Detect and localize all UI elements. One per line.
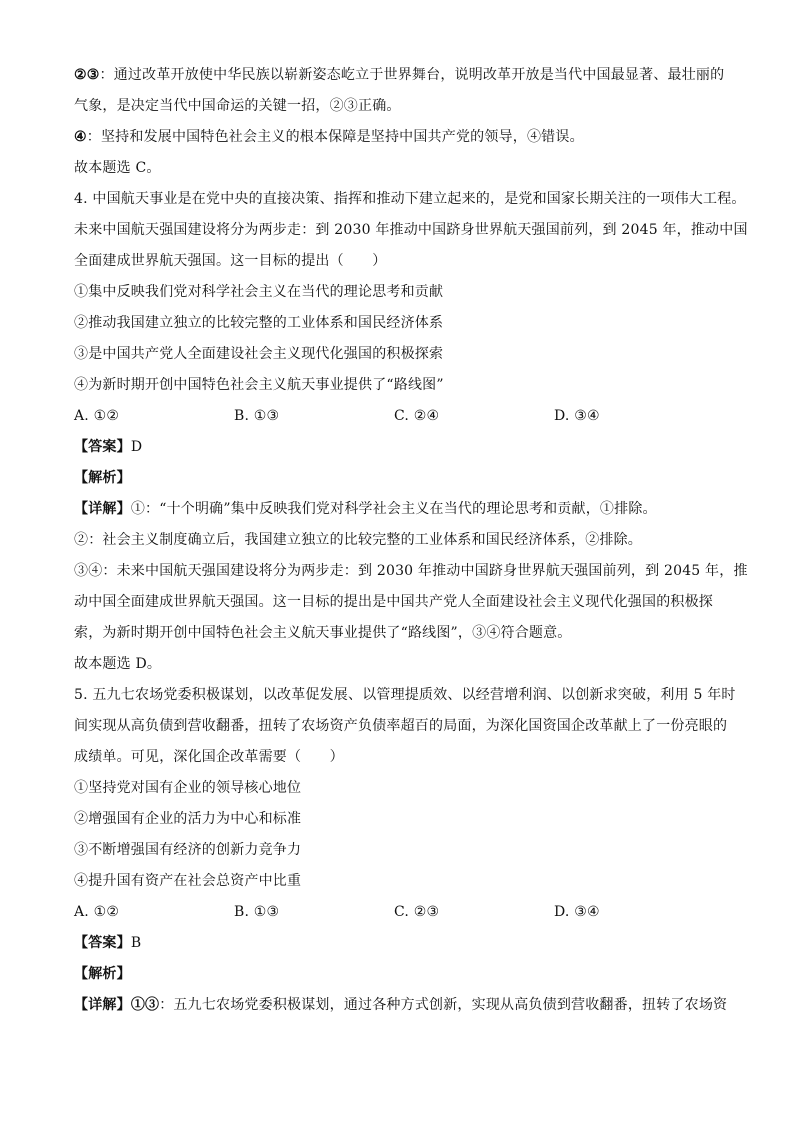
detail-text: ：五九七农场党委积极谋划，通过各种方式创新，实现从高负债到营收翻番，扭转了农场资 [159, 997, 728, 1013]
detail-line [74, 652, 734, 683]
analysis-line [74, 962, 734, 993]
line-prefix: ②③ [74, 67, 100, 83]
detail-line [74, 621, 734, 652]
question-4-stem [74, 187, 746, 218]
text-line [74, 94, 734, 125]
detail-text: 动中国全面建成世界航天强国。这一目标的提出是中国共产党人全面建设社会主义现代化强国的积极探 [74, 594, 713, 610]
answer-line [74, 435, 734, 466]
line-text: ③是中国共产党人全面建设社会主义现代化强国的积极探索 [74, 346, 444, 362]
line-text: 间实现从高负债到营收翻番，扭转了农场资产负债率超百的局面，为深化国资国企改革献上了一份亮眼的 [74, 718, 728, 734]
line-text: 成绩单。可见，深化国企改革需要（ ） [74, 749, 344, 765]
line-text: ④提升国有资产在社会总资产中比重 [74, 873, 302, 889]
detail-line [74, 590, 734, 621]
question-5-item [74, 838, 734, 869]
line-prefix: ④ [74, 129, 87, 145]
line-text: ③不断增强国有经济的创新力竞争力 [74, 842, 302, 858]
line-text: 气象，是决定当代中国命运的关键一招，②③正确。 [74, 98, 401, 114]
question-4-item [74, 311, 734, 342]
analysis-line [74, 466, 734, 497]
answer-label: 【答案】 [74, 935, 131, 951]
question-5-item [74, 869, 734, 900]
option-d: D. ③④ [554, 408, 600, 424]
line-text: 全面建成世界航天强国。这一目标的提出（ ） [74, 253, 387, 269]
question-4-item [74, 280, 734, 311]
option-b: B. ①③ [234, 408, 280, 424]
option-a: A. ①② [74, 904, 120, 920]
detail-prefix: ①③ [130, 997, 160, 1013]
option-d: D. ③④ [554, 904, 600, 920]
option-a: A. ①② [74, 408, 120, 424]
line-text: ①集中反映我们党对科学社会主义在当代的理论思考和贡献 [74, 284, 444, 300]
option-b: B. ①③ [234, 904, 280, 920]
answer-line [74, 931, 734, 962]
document-page [74, 63, 748, 1024]
answer-value: B [130, 935, 142, 951]
detail-label: 【详解】 [74, 501, 131, 517]
text-line [74, 156, 734, 187]
detail-label: 【详解】 [74, 997, 131, 1013]
detail-line [74, 528, 734, 559]
detail-text: ②：社会主义制度确立后，我国建立独立的比较完整的工业体系和国民经济体系，②排除。 [74, 532, 642, 548]
analysis-label: 【解析】 [74, 966, 131, 982]
question-4-stem [74, 218, 748, 249]
question-4-stem [74, 249, 734, 280]
text-line [74, 125, 734, 156]
question-5-stem [74, 683, 734, 714]
line-text: ①坚持党对国有企业的领导核心地位 [74, 780, 302, 796]
answer-value: D [130, 439, 143, 455]
line-text: ②增强国有企业的活力为中心和标准 [74, 811, 302, 827]
question-5-stem [74, 714, 734, 745]
option-c: C. ②③ [394, 904, 440, 920]
detail-line [74, 497, 734, 528]
question-5-item [74, 807, 734, 838]
question-4-options [74, 404, 734, 435]
question-5-item [74, 776, 734, 807]
line-text: ②推动我国建立独立的比较完整的工业体系和国民经济体系 [74, 315, 444, 331]
question-4-item [74, 373, 734, 404]
question-5-stem [74, 745, 734, 776]
detail-line [74, 993, 734, 1024]
question-5-options [74, 900, 734, 931]
detail-line [74, 559, 748, 590]
line-text: ：坚持和发展中国特色社会主义的根本保障是坚持中国共产党的领导，④错误。 [86, 129, 584, 145]
option-c: C. ②④ [394, 408, 440, 424]
detail-text: 索，为新时期开创中国特色社会主义航天事业提供了“路线图”，③④符合题意。 [74, 625, 572, 641]
text-line [74, 63, 734, 94]
detail-text: ①：“十个明确”集中反映我们党对科学社会主义在当代的理论思考和贡献，①排除。 [130, 501, 657, 517]
line-text: ：通过改革开放使中华民族以崭新姿态屹立于世界舞台，说明改革开放是当代中国最显著、最壮丽的 [99, 67, 725, 83]
analysis-label: 【解析】 [74, 470, 131, 486]
line-text: 故本题选 C。 [74, 160, 161, 176]
line-text: 5. 五九七农场党委积极谋划，以改革促发展、以管理提质效、以经营增利润、以创新求突破，利用 5 年时 [74, 687, 736, 703]
detail-text: ③④：未来中国航天强国建设将分为两步走：到 2030 年推动中国跻身世界航天强国前列，到 2045 年，推 [74, 563, 748, 579]
question-4-item [74, 342, 734, 373]
answer-label: 【答案】 [74, 439, 131, 455]
line-text: ④为新时期开创中国特色社会主义航天事业提供了“路线图” [74, 377, 444, 393]
line-text: 未来中国航天强国建设将分为两步走：到 2030 年推动中国跻身世界航天强国前列，到 2045 年，推动中国 [74, 222, 748, 238]
detail-text: 故本题选 D。 [74, 656, 162, 672]
line-text: 4. 中国航天事业是在党中央的直接决策、指挥和推动下建立起来的，是党和国家长期关注的一项伟大工程。 [74, 191, 746, 207]
